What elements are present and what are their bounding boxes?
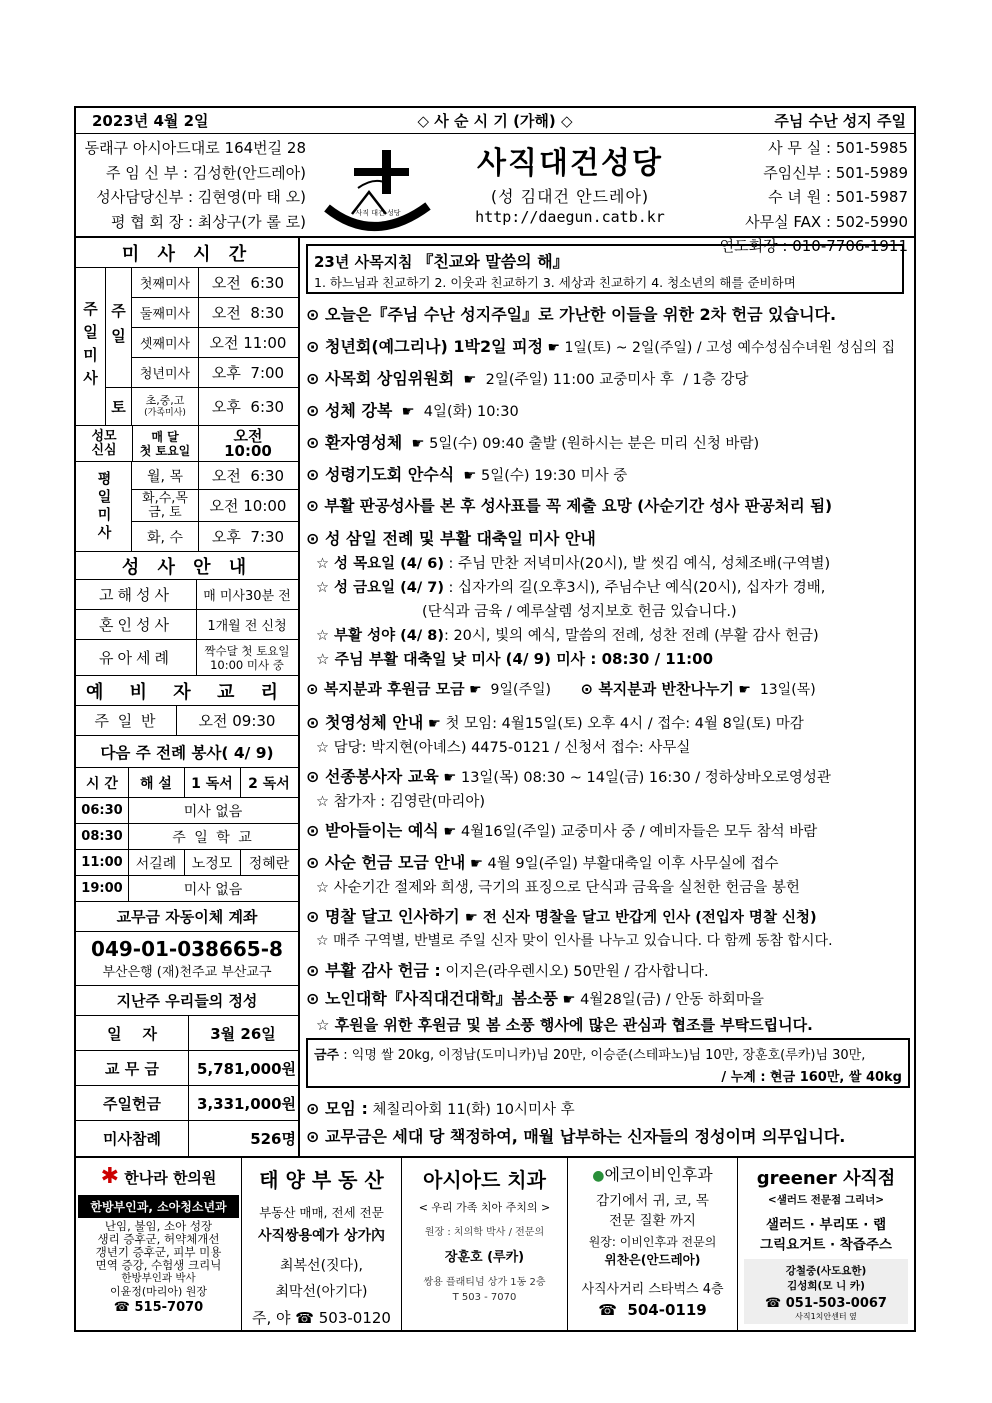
assistant-priest: 성사담당신부 : 김현영(마 태 오) (96, 188, 306, 206)
catechumen-row (76, 706, 298, 736)
marian-devotion-row (76, 426, 298, 462)
guideline-theme: 『친교와 말씀의 해』 (417, 252, 569, 271)
col-commentator: 해 설 (140, 775, 172, 792)
weekday-row (132, 490, 298, 522)
offering-label: 교 무 금 (105, 1059, 159, 1078)
notice-detail: ☛ 1일(토) ~ 2일(주일) / 고성 예수성심수녀원 성심의 집 (543, 340, 896, 356)
mass-name-line1: 초,중,고 (145, 393, 185, 407)
offering-label: 일 자 (107, 1024, 157, 1043)
mass-name (132, 388, 198, 425)
parish-logo (324, 148, 434, 232)
sacrament-when: 1개월 전 신청 (207, 619, 287, 634)
triduum-head: ☆ 성 금요일 (4/ 7) (316, 580, 444, 596)
notice-detail: 체칠리아회 11(화) 10시미사 후 (367, 1102, 575, 1118)
donation-list: : 익명 쌀 20kg, 이정남(도미니카)님 20만, 이승준(스테파노)님 10만, 장훈호(루카)님 30만, (339, 1048, 866, 1063)
account-header (76, 902, 298, 932)
notice-title: ⊙ 부활 감사 헌금 : (306, 961, 441, 980)
notice-sick-communion (306, 430, 759, 453)
name-tag-note: ☆ 매주 구역별, 반별로 주일 신자 맞이 인사를 나누고 있습니다. 다 함께 동참 합시다. (316, 933, 833, 949)
pastor: 주 임 신 부 : 김성한(안드레아) (106, 163, 306, 182)
pastoral-guideline-box (306, 244, 904, 294)
ad-asiad-dental (402, 1158, 568, 1332)
marian-label-line1: 성모 (91, 428, 117, 444)
mass-row (132, 268, 298, 298)
notice-easter-thanks (306, 958, 709, 981)
donation-total: / 누계 : 현금 160만, 쌀 40kg (721, 1070, 902, 1085)
offering-value: 3월 26일 (210, 1024, 276, 1043)
logo-text: 사직 대건 성당 (355, 209, 401, 217)
mass-time: 오후 6:30 (211, 398, 285, 416)
sacrament-row (76, 580, 298, 610)
ad-line: 감기에서 귀, 코, 목 (596, 1193, 709, 1209)
service-time: 11:00 (81, 855, 123, 870)
service-note: 미사 없음 (183, 803, 243, 820)
ad-tag: < 우리 가족 치아 주치의 > (418, 1201, 551, 1214)
ad-greener (738, 1158, 914, 1332)
ad-phone: 주, 야 ☎ 503-0120 (252, 1309, 391, 1327)
triduum-detail: : 십자가의 길(오후3시), 주님수난 예식(20시), 십자가 경배, (443, 580, 826, 596)
service-note: 주 일 학 교 (172, 829, 254, 846)
service-columns (76, 768, 298, 798)
phone-pastor: 주임신부 : 501-5989 (763, 163, 908, 182)
ad-taeyang (242, 1158, 402, 1332)
sacrament-name: 혼인성사 (99, 616, 173, 634)
guideline-items: 1. 하느님과 친교하기 2. 이웃과 친교하기 3. 세상과 친교하기 4. 청소년의 해를 준비하며 (314, 275, 796, 290)
catechumen-class: 주 일 반 (94, 712, 158, 730)
service-header (76, 736, 298, 768)
ad-title: 에코이비인후과 (604, 1165, 713, 1184)
ad-line: 최복선(짓다), (280, 1258, 363, 1274)
offering-value: 526명 (250, 1130, 296, 1148)
issue-date: 2023년 4월 2일 (92, 112, 209, 130)
top-bar (76, 108, 914, 134)
col-reading2: 2 독서 (248, 775, 290, 792)
notice-acceptance-rite (306, 818, 817, 841)
ad-line: 샐러드 · 부리또 · 랩 (765, 1217, 887, 1233)
ad-hannara (76, 1158, 242, 1332)
notice-detail: ☛ 4월16일(주일) 교중미사 중 / 예비자들은 모두 참석 바람 (438, 824, 818, 840)
notice-title: ⊙ 성령기도회 안수식 (306, 465, 455, 484)
notice-funeral-training (306, 764, 831, 787)
notice-council (306, 366, 748, 389)
sunday-mass-label: 주일미사 (76, 268, 106, 426)
donation-label: 금주 (314, 1048, 340, 1063)
sacraments-title: 성 사 안 내 (121, 556, 253, 578)
ad-line: 면역 증강, 수험생 크리닉 (95, 1258, 222, 1272)
ad-lines (76, 1220, 241, 1298)
service-reading2: 정혜란 (248, 855, 290, 872)
ad-line: 이윤정(마리아) 원장 (109, 1285, 208, 1298)
guideline-heading (314, 249, 569, 272)
ad-line: 사직사거리 스타벅스 4층 (581, 1282, 724, 1297)
ad-line: 한방부인과 박사 (121, 1272, 196, 1284)
weekday-row (132, 462, 298, 490)
lent-collection-note: ☆ 사순기간 절제와 희생, 극기의 표징으로 단식과 금육을 실천한 헌금을 봉헌 (316, 880, 800, 896)
offering-label: 미사참례 (103, 1130, 161, 1148)
col-time: 시 간 (86, 775, 118, 792)
ad-title: 한나라 한의원 (124, 1169, 217, 1187)
sacrament-when: 매 미사30분 전 (203, 589, 291, 604)
mass-row (132, 328, 298, 358)
service-row (76, 876, 298, 902)
mass-time: 오전 11:00 (209, 334, 287, 352)
sidebar (76, 238, 300, 1156)
mass-times-title: 미 사 시 간 (121, 243, 253, 265)
sacrament-when-line2: 10:00 미사 중 (210, 657, 284, 672)
ad-line: 위찬은(안드레아) (604, 1252, 701, 1267)
parish-url[interactable]: http://daegun.catb.kr (475, 208, 665, 226)
service-row (76, 850, 298, 876)
notice-youth-retreat (306, 334, 895, 357)
account-number: 049-01-038665-8 (91, 937, 283, 961)
liturgical-season: ◇ 사 순 시 기 (가해) ◇ (417, 112, 573, 130)
service-time: 06:30 (81, 803, 123, 818)
notice-title: ⊙ 노인대학『사직대건대학』봄소풍 (306, 989, 558, 1008)
catechumen-time: 오전 09:30 (198, 712, 276, 730)
weekday-row (132, 522, 298, 552)
sacraments-header (76, 552, 298, 580)
mass-name: 셋째미사 (139, 337, 191, 352)
notice-title: ⊙ 명찰 달고 인사하기 (306, 907, 460, 926)
notice-second-collection: ⊙ 오늘은『주님 수난 성지주일』로 가난한 이들을 위한 2차 헌금 있습니다. (306, 305, 837, 324)
weekday-mass-label: 평일미사 (76, 462, 132, 552)
marian-label-line2: 신심 (91, 442, 117, 458)
triduum-detail: (단식과 금육 / 예루살렘 성지보호 헌금 있습니다.) (422, 604, 737, 620)
bulletin-page (74, 106, 916, 1332)
address: 동래구 아시아드대로 164번길 28 (84, 139, 306, 157)
offering-value: 5,781,000원 (197, 1059, 296, 1078)
offering-value: 3,331,000원 (197, 1094, 296, 1113)
parish-name: 사직대건성당 (477, 146, 663, 181)
phone-convent: 수 녀 원 : 501-5987 (768, 188, 908, 206)
account-box (76, 932, 298, 986)
notice-detail: ☛ 4월28일(금) / 안동 하회마을 (557, 992, 764, 1008)
mass-name: 첫째미사 (139, 277, 191, 292)
notice-title: ⊙ 환자영성체 (306, 433, 403, 452)
triduum-thursday (316, 552, 830, 573)
mass-times-header (76, 238, 298, 268)
mass-time: 오후 7:00 (211, 364, 285, 382)
col-reading1: 1 독서 (191, 775, 233, 792)
notice-detail: ☛ 전 신자 명찰을 달고 반갑게 인사 (전입자 명찰 신청) (459, 910, 817, 926)
notice-lent-collection (306, 850, 779, 873)
ad-strip (76, 1156, 914, 1330)
offering-title: 지난주 우리들의 정성 (116, 992, 258, 1010)
ad-phone: ☎ 515-7070 (113, 1300, 204, 1315)
notice-benediction (306, 398, 519, 421)
sunday-name: 주님 수난 성지 주일 (774, 112, 906, 130)
ad-line: 부동산 매매, 전세 전문 (259, 1205, 384, 1220)
council-president: 평 협 회 장 : 최상구(가 롤 로) (110, 212, 306, 231)
ad-line: T 503 - 7070 (452, 1292, 517, 1303)
notice-title: ⊙ 사순 헌금 모금 안내 (306, 853, 466, 872)
mass-time: 오전 8:30 (211, 304, 285, 322)
notice-title: ⊙ 받아들이는 예식 (306, 821, 439, 840)
mass-row (132, 388, 298, 426)
offering-label: 주일헌금 (103, 1094, 161, 1113)
parish-info-left (84, 136, 306, 234)
weekday-time: 오전 6:30 (211, 467, 285, 485)
funeral-training-participant: ☆ 참가자 : 김영란(마리아) (316, 794, 486, 810)
catechumen-title: 예 비 자 교 리 (85, 681, 288, 703)
triduum-friday (316, 576, 825, 597)
marian-time (198, 426, 298, 461)
triduum-easter: ☆ 주님 부활 대축일 낮 미사 (4/ 9) 미사 : 08:30 / 11:00 (316, 650, 714, 668)
ad-contact-box (744, 1259, 908, 1324)
notice-senior-college (306, 986, 764, 1009)
notice-welfare (306, 678, 816, 699)
ad-title: 태 양 부 동 산 (259, 1168, 384, 1192)
service-row (76, 824, 298, 850)
notice-first-communion (306, 710, 804, 733)
welfare-side-dish: ⊙ 복지분과 반찬나누기 (580, 680, 734, 698)
offering-row (76, 1051, 298, 1086)
service-note: 미사 없음 (183, 881, 243, 898)
triduum-head: ☆ 성 목요일 (4/ 6) (316, 556, 444, 572)
welfare-collection: ⊙ 복지분과 후원금 모금 (306, 680, 465, 698)
notice-detail: ☛ 13일(목) 08:30 ~ 14일(금) 16:30 / 정하상바오로영성관 (438, 770, 831, 786)
ad-line: 전문 질환 까지 (609, 1213, 696, 1229)
ad-title-row (568, 1162, 737, 1185)
notice-title: ⊙ 모임 : (306, 1099, 368, 1118)
sacrament-name: 유아세례 (99, 649, 173, 667)
notice-title: ⊙ 사목회 상임위원회 (306, 369, 455, 388)
sacrament-when (196, 640, 298, 675)
offering-row (76, 1086, 298, 1121)
service-row (76, 798, 298, 824)
notice-triduum: ⊙ 성 삼일 전례 및 부활 대축일 미사 안내 (306, 529, 596, 548)
saturday-label: 토 (106, 388, 132, 426)
offering-row (76, 1121, 298, 1156)
ad-title: 아시아드 치과 (423, 1168, 546, 1192)
notice-title: ⊙ 청년회(예그리나) 1박2일 피정 (306, 337, 544, 356)
account-bank: 부산은행 (재)천주교 부산교구 (102, 965, 272, 980)
ad-tag: 한방부인과, 소아청소년과 (78, 1195, 239, 1218)
mass-name: 둘째미사 (139, 307, 191, 322)
first-communion-contact: ☆ 담당: 박지현(아녜스) 4475-0121 / 신청서 접수: 사무실 (316, 740, 691, 756)
ad-line: 최막선(아기다) (275, 1284, 368, 1300)
patron-saint: (성 김대건 안드레아) (490, 187, 650, 206)
sacrament-name: 고해성사 (99, 586, 173, 604)
triduum-head: ☆ 부활 성야 (4/ 8) (316, 628, 444, 644)
sunday-label: 주일 (106, 268, 132, 388)
notice-detail: ☛ 2일(주일) 11:00 교중미사 후 / 1층 강당 (454, 372, 749, 388)
ad-title: greener 사직점 (756, 1168, 896, 1189)
catechumen-header (76, 676, 298, 706)
triduum-vigil (316, 624, 819, 645)
notice-title: ⊙ 첫영성체 안내 (306, 713, 424, 732)
account-title: 교무금 자동이체 계좌 (116, 908, 258, 926)
marian-when-line1: 매 달 (151, 429, 179, 444)
marian-when-line2: 첫 토요일 (139, 443, 191, 458)
marian-label (76, 426, 132, 461)
weekday-days (132, 490, 198, 521)
sacrament-row (76, 640, 298, 676)
marian-time-line1: 오전 (233, 426, 263, 445)
notice-prayer-meeting (306, 462, 627, 485)
sacrament-when-line1: 짝수달 첫 토요일 (204, 643, 290, 658)
ad-line: 난임, 불임, 소아 성장 (104, 1219, 213, 1233)
notice-meeting (306, 1096, 575, 1119)
ad-line: 강철중(사도요한) (785, 1265, 867, 1277)
ad-line: 사직쌍용예가 상가內 (257, 1228, 386, 1244)
triduum-friday-note (422, 600, 737, 621)
ad-line: 원장: 이비인후과 전문의 (588, 1235, 717, 1249)
notice-detail: ☛ 4월 9일(주일) 부활대축일 이후 사무실에 접수 (465, 856, 779, 872)
notice-title: ⊙ 성체 강복 (306, 401, 393, 420)
service-reading1: 노정모 (191, 855, 233, 872)
parish-logo-icon (324, 148, 434, 232)
service-time: 08:30 (81, 829, 123, 844)
phone-fax: 사무실 FAX : 502-5990 (745, 212, 908, 231)
account-info (76, 932, 298, 985)
notice-detail: ☛ 4일(화) 10:30 (392, 404, 519, 420)
mass-time: 오전 6:30 (211, 274, 285, 292)
ad-phone: ☎ 504-0119 (598, 1301, 707, 1319)
ad-line: 원장 : 치의학 박사 / 전문의 (424, 1227, 545, 1238)
ad-eco-ent (568, 1158, 738, 1332)
weekday-time: 오전 10:00 (209, 497, 287, 515)
weekday-time: 오후 7:30 (211, 528, 285, 546)
ad-tag: <샐러드 전문점 그리너> (767, 1194, 885, 1206)
ad-line: 그릭요거트 · 착즙주스 (760, 1237, 892, 1253)
eco-logo-icon: ● (592, 1168, 605, 1184)
offering-row (76, 1016, 298, 1051)
mass-row (132, 358, 298, 388)
ad-line: 생리 증후군, 허약체개선 (97, 1232, 220, 1246)
guideline-title: 23년 사목지침 (314, 253, 413, 271)
notice-title: ⊙ 선종봉사자 교육 (306, 767, 439, 786)
phone-office: 사 무 실 : 501-5985 (768, 139, 908, 157)
service-commentator: 서길례 (135, 855, 177, 872)
ad-line: 김성희(모 니 카) (787, 1280, 865, 1292)
notice-detail: ☛ 첫 모임: 4월15일(토) 오후 4시 / 접수: 4월 8일(토) 마감 (423, 716, 804, 732)
notice-detail: ☛ 5일(수) 19:30 미사 중 (454, 468, 628, 484)
mass-name: 청년미사 (139, 367, 191, 382)
ad-title-row (76, 1164, 241, 1189)
phone-funeral: 연도회장 : 010-7706-1911 (719, 237, 908, 255)
triduum-detail: : 20시, 빛의 예식, 말씀의 전례, 성찬 전례 (부활 감사 헌금) (443, 628, 819, 644)
mass-name-line2: (가족미사) (144, 407, 186, 418)
welfare-collection-date: ☛ 9일(주일) (464, 682, 551, 698)
weekday-days-line2: 금, 토 (148, 504, 182, 520)
service-time: 19:00 (81, 881, 123, 896)
notice-detail: 이지은(라우렌시오) 50만원 / 감사합니다. (440, 964, 709, 980)
welfare-side-dish-date: ☛ 13일(목) (733, 682, 816, 698)
weekday-days: 월, 목 (147, 468, 183, 485)
notice-name-tag (306, 904, 817, 927)
senior-college-request: ☆ 후원을 위한 후원금 및 봄 소풍 행사에 많은 관심과 협조를 부탁드립니다. (316, 1016, 813, 1034)
marian-time-line2: 10:00 (224, 441, 272, 460)
service-title: 다음 주 전례 봉사( 4/ 9) (100, 743, 274, 762)
flower-icon: ✱ (100, 1164, 120, 1189)
donation-box (306, 1038, 910, 1088)
ad-line: 쌍용 플래티넘 상가 1동 2층 (423, 1277, 546, 1288)
triduum-detail: : 주님 만찬 저녁미사(20시), 발 씻김 예식, 성체조배(구역별) (443, 556, 831, 572)
offering-header (76, 986, 298, 1016)
ad-line: 장훈호 (루카) (444, 1250, 525, 1265)
notice-confession: ⊙ 부활 판공성사를 본 후 성사표를 꼭 제출 요망 (사순기간 성사 판공처리 됨) (306, 497, 833, 515)
marian-when (132, 426, 198, 461)
weekday-days: 화, 수 (147, 529, 183, 546)
ad-line: 갱년기 증후군, 피부 미용 (95, 1245, 222, 1259)
notice-tithe: ⊙ 교무금은 세대 당 책정하여, 매월 납부하는 신자들의 정성이며 의무입니다. (306, 1127, 846, 1146)
mass-row (132, 298, 298, 328)
notices (300, 238, 914, 1156)
weekday-days-line1: 화,수,목 (142, 490, 188, 506)
ad-phone: ☎ 051-503-0067 (765, 1296, 887, 1311)
donation-line (314, 1044, 865, 1063)
notice-detail: ☛ 5일(수) 09:40 출발 (원하시는 분은 미리 신청 바람) (402, 436, 760, 452)
ad-footnote: 사직1치안센터 옆 (795, 1312, 857, 1321)
sacrament-row (76, 610, 298, 640)
